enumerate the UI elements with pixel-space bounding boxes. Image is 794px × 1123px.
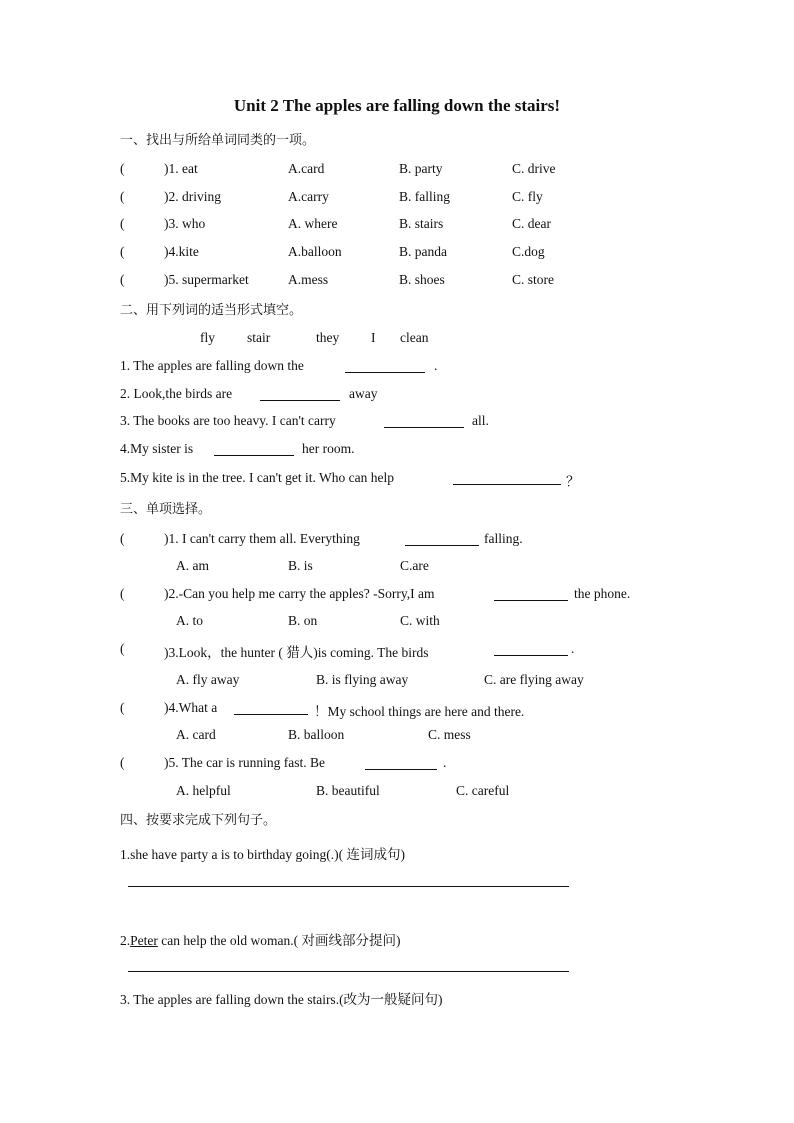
question-text: 2. Look,the birds are [120, 386, 233, 401]
fill-blank[interactable] [234, 702, 308, 715]
question-end: falling. [484, 531, 523, 546]
question-number: 2. [120, 933, 131, 948]
option-c[interactable]: C. are flying away [484, 672, 584, 687]
question-end: . [443, 755, 447, 770]
answer-paren[interactable]: ( [120, 189, 125, 204]
answer-paren[interactable]: ( [120, 531, 125, 546]
question-text: can help the old woman.( 对画线部分提问) [157, 933, 401, 948]
question-text: 5.My kite is in the tree. I can't get it. Who can help [120, 470, 394, 485]
question-word: )4.kite [164, 244, 199, 259]
word-bank-item: fly [200, 330, 215, 345]
question-text: 1. The apples are falling down the [120, 358, 304, 373]
question-text: )4.What a [164, 700, 218, 715]
option-c: C. fly [512, 189, 543, 204]
option-b: B. party [399, 161, 443, 176]
option-c[interactable]: C. careful [456, 783, 510, 798]
option-c[interactable]: C.are [400, 558, 429, 573]
answer-paren[interactable]: ( [120, 244, 125, 259]
answer-paren[interactable]: ( [120, 272, 125, 287]
section4-heading: 四、按要求完成下列句子。 [120, 813, 277, 828]
option-a: A.carry [288, 189, 329, 204]
answer-line[interactable] [128, 886, 569, 887]
question-word: )1. eat [164, 161, 198, 176]
s4-question-2 [120, 929, 400, 949]
option-a: A.mess [288, 272, 329, 287]
fill-blank[interactable] [365, 757, 437, 770]
question-text: 3. The apples are falling down the stairs.(改为一般疑问句) [120, 992, 443, 1007]
question-end: all. [472, 413, 489, 428]
question-text: )5. The car is running fast. Be [164, 755, 325, 770]
question-word: )2. driving [164, 189, 221, 204]
option-a[interactable]: A. helpful [176, 783, 231, 798]
question-text: )3.Look，the hunter ( 猎人)is coming. The birds [164, 645, 429, 660]
answer-paren[interactable]: ( [120, 700, 125, 715]
option-b[interactable]: B. beautiful [316, 783, 380, 798]
fill-blank[interactable] [260, 388, 340, 401]
question-text: 1.she have party a is to birthday going(.)( 连词成句) [120, 847, 405, 862]
answer-paren[interactable]: ( [120, 586, 125, 601]
question-end: the phone. [574, 586, 631, 601]
option-c: C. dear [512, 216, 551, 231]
underlined-name: Peter [130, 933, 158, 948]
fill-blank[interactable] [494, 588, 568, 601]
question-end: away [349, 386, 378, 401]
section3-heading: 三、单项选择。 [120, 502, 212, 517]
option-a[interactable]: A. am [176, 558, 209, 573]
question-text: )1. I can't carry them all. Everything [164, 531, 360, 546]
question-text: 4.My sister is [120, 441, 194, 456]
question-end: her room. [302, 441, 355, 456]
word-bank-item: they [316, 330, 340, 345]
option-b[interactable]: B. balloon [288, 727, 345, 742]
option-c[interactable]: C. with [400, 613, 440, 628]
option-a: A.card [288, 161, 325, 176]
question-end: ！My school things are here and there. [314, 704, 525, 719]
option-c[interactable]: C. mess [428, 727, 471, 742]
option-a[interactable]: A. fly away [176, 672, 240, 687]
page-title: Unit 2 The apples are falling down the stairs! [233, 96, 561, 115]
option-b: B. stairs [399, 216, 444, 231]
fill-blank[interactable] [345, 360, 425, 373]
fill-blank[interactable] [453, 472, 561, 485]
option-a: A. where [288, 216, 338, 231]
option-b: B. falling [399, 189, 450, 204]
fill-blank[interactable] [405, 533, 479, 546]
question-end: ？ [566, 474, 580, 489]
question-end: . [434, 358, 438, 373]
answer-paren[interactable]: ( [120, 641, 125, 656]
answer-paren[interactable]: ( [120, 755, 125, 770]
question-word: )3. who [164, 216, 206, 231]
fill-blank[interactable] [214, 443, 294, 456]
option-a[interactable]: A. card [176, 727, 216, 742]
fill-blank[interactable] [494, 643, 568, 656]
option-c: C. store [512, 272, 554, 287]
option-b: B. panda [399, 244, 447, 259]
option-c: C.dog [512, 244, 545, 259]
question-end: . [571, 641, 575, 656]
answer-paren[interactable]: ( [120, 216, 125, 231]
word-bank-item: clean [400, 330, 429, 345]
question-text: )2.-Can you help me carry the apples? -Sorry,I am [164, 586, 435, 601]
word-bank-item: stair [247, 330, 271, 345]
option-b[interactable]: B. is flying away [316, 672, 409, 687]
question-text: 3. The books are too heavy. I can't carry [120, 413, 336, 428]
word-bank-item: I [371, 330, 376, 345]
option-b[interactable]: B. is [288, 558, 313, 573]
answer-paren[interactable]: ( [120, 161, 125, 176]
option-a: A.balloon [288, 244, 342, 259]
question-word: )5. supermarket [164, 272, 249, 287]
option-c: C. drive [512, 161, 556, 176]
option-b[interactable]: B. on [288, 613, 318, 628]
option-a[interactable]: A. to [176, 613, 203, 628]
section2-heading: 二、用下列词的适当形式填空。 [120, 303, 303, 318]
answer-line[interactable] [128, 971, 569, 972]
section1-heading: 一、找出与所给单词同类的一项。 [120, 133, 316, 148]
option-b: B. shoes [399, 272, 445, 287]
fill-blank[interactable] [384, 415, 464, 428]
